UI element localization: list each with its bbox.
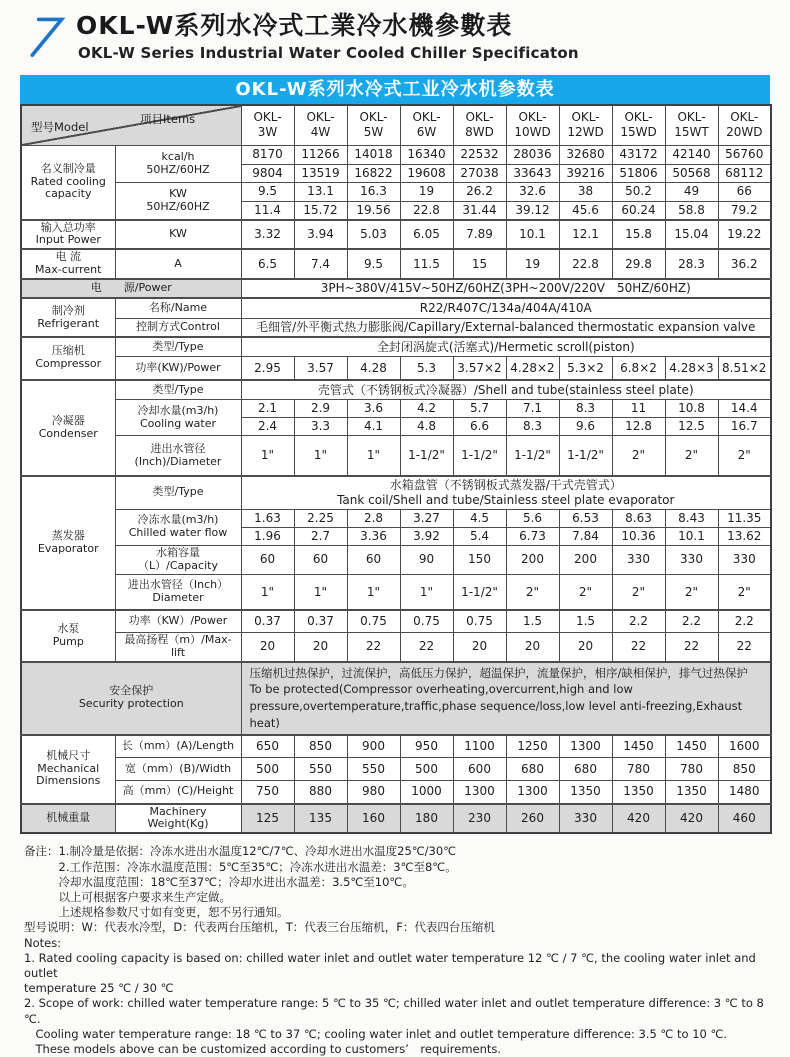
merged-value: 3PH~380V/415V~50HZ/60HZ(3PH~200V/220V 50HZ/60HZ) <box>241 279 771 298</box>
value-cell: 5.03 <box>347 220 400 250</box>
value-cell: 200 <box>559 545 612 574</box>
value-cell: 5.7 <box>453 400 506 418</box>
value-cell: 1-1/2" <box>506 436 559 476</box>
item-label: Machinery Weight(Kg) <box>115 804 241 834</box>
value-cell: 10.36 <box>612 527 665 545</box>
item-label: 宽（mm）(B)/Width <box>115 758 241 781</box>
note-line: 备注：1.制冷量是依据：冷冻水进出水温度12℃/7℃、冷却水进出水温度25℃/30℃ <box>24 844 457 859</box>
value-cell: 680 <box>559 758 612 781</box>
item-label: 类型/Type <box>115 476 241 510</box>
item-label: 进出水管径（Inch） Diameter <box>115 574 241 610</box>
value-cell: 90 <box>400 545 453 574</box>
value-cell: 260 <box>506 804 559 834</box>
arrow-up-right-icon <box>24 11 68 63</box>
page-header <box>24 6 770 63</box>
item-label: 类型/Type <box>115 380 241 400</box>
value-cell: 420 <box>665 804 718 834</box>
value-cell: 3.57 <box>294 357 347 380</box>
value-cell: 500 <box>400 758 453 781</box>
value-cell: 20 <box>294 632 347 661</box>
value-cell: 750 <box>241 781 294 804</box>
value-cell: 2.25 <box>294 509 347 527</box>
value-cell: 68112 <box>718 164 771 182</box>
value-cell: 39.12 <box>506 201 559 220</box>
value-cell: 8170 <box>241 145 294 164</box>
value-cell: 19 <box>506 249 559 279</box>
value-cell: 22532 <box>453 145 506 164</box>
value-cell: 7.89 <box>453 220 506 250</box>
value-cell: 4.2 <box>400 400 453 418</box>
value-cell: 60.24 <box>612 201 665 220</box>
merged-value: 压缩机过热保护，过流保护，高低压力保护，超温保护，流量保护，相序/缺相保护，排气过热保护 To be protected(Compressor overheating,overcurrent,high and low pressure,overtemperature,traffic,phase sequence/loss,low level anti-freezing,Exhaust heat) <box>241 662 771 735</box>
value-cell: 22.8 <box>559 249 612 279</box>
value-cell: 8.43 <box>665 509 718 527</box>
value-cell: 9804 <box>241 164 294 182</box>
value-cell: 330 <box>718 545 771 574</box>
value-cell: 6.6 <box>453 418 506 436</box>
value-cell: 50.2 <box>612 182 665 201</box>
value-cell: 15.72 <box>294 201 347 220</box>
value-cell: 0.75 <box>453 610 506 632</box>
value-cell: 9.6 <box>559 418 612 436</box>
value-cell: 42140 <box>665 145 718 164</box>
value-cell: 19608 <box>400 164 453 182</box>
value-cell: 200 <box>506 545 559 574</box>
merged-value: 壳管式（不锈钢板式冷凝器）/Shell and tube(stainless steel plate) <box>241 380 771 400</box>
value-cell: 2" <box>665 436 718 476</box>
value-cell: 16340 <box>400 145 453 164</box>
value-cell: 60 <box>347 545 400 574</box>
value-cell: 3.3 <box>294 418 347 436</box>
value-cell: 66 <box>718 182 771 201</box>
spec-table-wrap <box>20 75 770 834</box>
item-label: 类型/Type <box>115 337 241 357</box>
value-cell: 180 <box>400 804 453 834</box>
value-cell: 7.4 <box>294 249 347 279</box>
model-header: OKL- 4W <box>294 105 347 145</box>
item-label: 控制方式Control <box>115 318 241 337</box>
value-cell: 16.3 <box>347 182 400 201</box>
value-cell: 1250 <box>506 735 559 758</box>
value-cell: 11.35 <box>718 509 771 527</box>
note-line: 冷却水温度范围：18℃至37℃；冷却水进出水温差：3.5℃至10℃。 <box>24 874 414 889</box>
value-cell: 27038 <box>453 164 506 182</box>
value-cell: 1-1/2" <box>400 436 453 476</box>
value-cell: 20 <box>559 632 612 661</box>
value-cell: 10.1 <box>665 527 718 545</box>
note-line: 1. Rated cooling capacity is based on: chilled water inlet and outlet water temperature 12 ℃ / 7 ℃, the cooling water inlet and outlet <box>24 950 760 981</box>
value-cell: 330 <box>612 545 665 574</box>
value-cell: 19 <box>400 182 453 201</box>
value-cell: 11.4 <box>241 201 294 220</box>
value-cell: 1.5 <box>559 610 612 632</box>
value-cell: 1350 <box>665 781 718 804</box>
value-cell: 20 <box>241 632 294 661</box>
page-title-cn: OKL-W系列水冷式工業冷水機參數表 <box>76 11 513 40</box>
value-cell: 14018 <box>347 145 400 164</box>
value-cell: 2.8 <box>347 509 400 527</box>
value-cell: 550 <box>347 758 400 781</box>
value-cell: 7.1 <box>506 400 559 418</box>
value-cell: 26.2 <box>453 182 506 201</box>
value-cell: 330 <box>559 804 612 834</box>
row-label: 输入总功率 Input Power <box>21 220 115 250</box>
value-cell: 10.1 <box>506 220 559 250</box>
value-cell: 6.05 <box>400 220 453 250</box>
value-cell: 2" <box>718 574 771 610</box>
value-cell: 19.56 <box>347 201 400 220</box>
value-cell: 2" <box>665 574 718 610</box>
value-cell: 32680 <box>559 145 612 164</box>
value-cell: 0.75 <box>400 610 453 632</box>
value-cell: 12.8 <box>612 418 665 436</box>
value-cell: 1300 <box>506 781 559 804</box>
item-label: 高（mm）(C)/Height <box>115 781 241 804</box>
row-label: 电 源/Power <box>21 279 241 298</box>
value-cell: 780 <box>612 758 665 781</box>
value-cell: 6.73 <box>506 527 559 545</box>
value-cell: 10.8 <box>665 400 718 418</box>
merged-value: 水箱盘管（不锈钢板式蒸发器/干式壳管式） Tank coil/Shell and tube/Stainless steel plate evaporator <box>241 476 771 510</box>
value-cell: 11 <box>612 400 665 418</box>
value-cell: 8.51×2 <box>718 357 771 380</box>
value-cell: 2" <box>718 436 771 476</box>
corner-items-label: 项目Items <box>140 112 196 126</box>
value-cell: 56760 <box>718 145 771 164</box>
row-label: 压缩机 Compressor <box>21 337 115 380</box>
row-label: 名义制冷量 Rated cooling capacity <box>21 145 115 220</box>
value-cell: 32.6 <box>506 182 559 201</box>
note-line: These models above can be customized according to customers’ requirements. <box>24 1042 502 1057</box>
value-cell: 3.32 <box>241 220 294 250</box>
value-cell: 1350 <box>559 781 612 804</box>
value-cell: 43172 <box>612 145 665 164</box>
corner-model-label: 型号Model <box>31 120 89 134</box>
value-cell: 28.3 <box>665 249 718 279</box>
value-cell: 1" <box>241 436 294 476</box>
item-label: 长（mm）(A)/Length <box>115 735 241 758</box>
value-cell: 20 <box>453 632 506 661</box>
value-cell: 22 <box>665 632 718 661</box>
value-cell: 36.2 <box>718 249 771 279</box>
value-cell: 6.8×2 <box>612 357 665 380</box>
value-cell: 5.6 <box>506 509 559 527</box>
model-header: OKL- 6W <box>400 105 453 145</box>
value-cell: 38 <box>559 182 612 201</box>
value-cell: 60 <box>294 545 347 574</box>
model-header: OKL- 8WD <box>453 105 506 145</box>
value-cell: 2.2 <box>612 610 665 632</box>
value-cell: 1480 <box>718 781 771 804</box>
value-cell: 6.53 <box>559 509 612 527</box>
value-cell: 125 <box>241 804 294 834</box>
value-cell: 330 <box>665 545 718 574</box>
note-line: 2. Scope of work: chilled water temperature range: 5 ℃ to 35 ℃; chilled water inlet and outlet temperature difference: 3 ℃ to 8 ℃. <box>24 996 768 1026</box>
value-cell: 3.27 <box>400 509 453 527</box>
value-cell: 780 <box>665 758 718 781</box>
value-cell: 12.5 <box>665 418 718 436</box>
model-header: OKL- 12WD <box>559 105 612 145</box>
model-header: OKL- 20WD <box>718 105 771 145</box>
item-label: 进出水管径 (Inch)/Diameter <box>115 436 241 476</box>
value-cell: 22.8 <box>400 201 453 220</box>
value-cell: 51806 <box>612 164 665 182</box>
value-cell: 2.95 <box>241 357 294 380</box>
value-cell: 1" <box>347 574 400 610</box>
item-label: KW <box>115 220 241 250</box>
value-cell: 980 <box>347 781 400 804</box>
value-cell: 550 <box>294 758 347 781</box>
value-cell: 1100 <box>453 735 506 758</box>
title-block <box>76 6 579 62</box>
value-cell: 1300 <box>453 781 506 804</box>
value-cell: 11.5 <box>400 249 453 279</box>
item-label: 名称/Name <box>115 298 241 318</box>
value-cell: 8.3 <box>506 418 559 436</box>
value-cell: 7.84 <box>559 527 612 545</box>
model-header: OKL- 15WT <box>665 105 718 145</box>
value-cell: 5.3×2 <box>559 357 612 380</box>
value-cell: 4.1 <box>347 418 400 436</box>
row-label: 蒸发器 Evaporator <box>21 476 115 610</box>
value-cell: 4.28×2 <box>506 357 559 380</box>
value-cell: 1-1/2" <box>453 574 506 610</box>
value-cell: 600 <box>453 758 506 781</box>
value-cell: 2.2 <box>718 610 771 632</box>
note-line: 上述规格参数尺寸如有变更，恕不另行通知。 <box>24 905 289 920</box>
value-cell: 2.9 <box>294 400 347 418</box>
value-cell: 6.5 <box>241 249 294 279</box>
note-line: 型号说明：W：代表水冷型，D：代表两台压缩机，T：代表三台压缩机，F：代表四台压缩机 <box>24 920 495 935</box>
spec-table <box>20 104 772 834</box>
item-label: KW 50HZ/60HZ <box>115 182 241 220</box>
item-label: kcal/h 50HZ/60HZ <box>115 145 241 182</box>
value-cell: 1000 <box>400 781 453 804</box>
value-cell: 13519 <box>294 164 347 182</box>
notes-en <box>24 936 770 1057</box>
value-cell: 2.2 <box>665 610 718 632</box>
value-cell: 8.3 <box>559 400 612 418</box>
value-cell: 850 <box>294 735 347 758</box>
value-cell: 11266 <box>294 145 347 164</box>
value-cell: 1450 <box>665 735 718 758</box>
value-cell: 2" <box>612 436 665 476</box>
value-cell: 135 <box>294 804 347 834</box>
row-label: 水泵 Pump <box>21 610 115 661</box>
value-cell: 19.22 <box>718 220 771 250</box>
value-cell: 15.04 <box>665 220 718 250</box>
value-cell: 1300 <box>559 735 612 758</box>
value-cell: 9.5 <box>241 182 294 201</box>
value-cell: 22 <box>718 632 771 661</box>
value-cell: 1450 <box>612 735 665 758</box>
value-cell: 31.44 <box>453 201 506 220</box>
value-cell: 50568 <box>665 164 718 182</box>
value-cell: 58.8 <box>665 201 718 220</box>
value-cell: 1" <box>400 574 453 610</box>
note-line: 2.工作范围：冷冻水温度范围：5℃至35℃；冷冻水进出水温差：3℃至8℃。 <box>24 859 457 874</box>
value-cell: 500 <box>241 758 294 781</box>
item-label: A <box>115 249 241 279</box>
corner-cell <box>21 105 241 145</box>
value-cell: 60 <box>241 545 294 574</box>
value-cell: 150 <box>453 545 506 574</box>
value-cell: 1" <box>241 574 294 610</box>
value-cell: 3.57×2 <box>453 357 506 380</box>
value-cell: 0.37 <box>241 610 294 632</box>
item-label: 功率（KW）/Power <box>115 610 241 632</box>
value-cell: 160 <box>347 804 400 834</box>
value-cell: 680 <box>506 758 559 781</box>
row-label: 制冷剂 Refrigerant <box>21 298 115 337</box>
value-cell: 22 <box>612 632 665 661</box>
model-header: OKL- 15WD <box>612 105 665 145</box>
item-label: 最高扬程（m）/Max-lift <box>115 632 241 661</box>
value-cell: 1" <box>347 436 400 476</box>
value-cell: 29.8 <box>612 249 665 279</box>
value-cell: 13.1 <box>294 182 347 201</box>
value-cell: 2.4 <box>241 418 294 436</box>
value-cell: 15.8 <box>612 220 665 250</box>
value-cell: 1.63 <box>241 509 294 527</box>
value-cell: 0.37 <box>294 610 347 632</box>
row-label: 机械重量 <box>21 804 115 834</box>
value-cell: 15 <box>453 249 506 279</box>
value-cell: 1-1/2" <box>559 436 612 476</box>
model-header: OKL- 3W <box>241 105 294 145</box>
value-cell: 1.96 <box>241 527 294 545</box>
table-title-bar: OKL-W系列水冷式工业冷水机参数表 <box>20 75 770 104</box>
value-cell: 3.92 <box>400 527 453 545</box>
value-cell: 4.5 <box>453 509 506 527</box>
value-cell: 33643 <box>506 164 559 182</box>
value-cell: 9.5 <box>347 249 400 279</box>
note-line: temperature 25 ℃ / 30 ℃ <box>24 981 174 996</box>
value-cell: 2" <box>612 574 665 610</box>
value-cell: 2.7 <box>294 527 347 545</box>
value-cell: 900 <box>347 735 400 758</box>
value-cell: 22 <box>400 632 453 661</box>
row-label: 机械尺寸 Mechanical Dimensions <box>21 735 115 804</box>
value-cell: 650 <box>241 735 294 758</box>
value-cell: 1350 <box>612 781 665 804</box>
value-cell: 1-1/2" <box>453 436 506 476</box>
notes-cn <box>24 844 770 935</box>
value-cell: 1600 <box>718 735 771 758</box>
value-cell: 20 <box>506 632 559 661</box>
value-cell: 850 <box>718 758 771 781</box>
value-cell: 3.6 <box>347 400 400 418</box>
value-cell: 8.63 <box>612 509 665 527</box>
row-label: 电 流 Max-current <box>21 249 115 279</box>
value-cell: 79.2 <box>718 201 771 220</box>
value-cell: 16822 <box>347 164 400 182</box>
value-cell: 45.6 <box>559 201 612 220</box>
value-cell: 16.7 <box>718 418 771 436</box>
note-line: 以上可根据客户要求来生产定做。 <box>24 890 231 905</box>
value-cell: 3.36 <box>347 527 400 545</box>
value-cell: 460 <box>718 804 771 834</box>
value-cell: 230 <box>453 804 506 834</box>
item-label: 水箱容量（L）/Capacity <box>115 545 241 574</box>
value-cell: 1" <box>294 436 347 476</box>
model-header: OKL- 5W <box>347 105 400 145</box>
value-cell: 22 <box>347 632 400 661</box>
row-label: 安全保护 Security protection <box>21 662 241 735</box>
note-line: Notes: <box>24 935 62 950</box>
merged-value: 毛细管/外平衡式热力膨胀阀/Capillary/External-balanced thermostatic expansion valve <box>241 318 771 337</box>
value-cell: 13.62 <box>718 527 771 545</box>
value-cell: 49 <box>665 182 718 201</box>
merged-value: R22/R407C/134a/404A/410A <box>241 298 771 318</box>
value-cell: 2.1 <box>241 400 294 418</box>
value-cell: 1" <box>294 574 347 610</box>
value-cell: 880 <box>294 781 347 804</box>
value-cell: 2" <box>506 574 559 610</box>
value-cell: 420 <box>612 804 665 834</box>
value-cell: 12.1 <box>559 220 612 250</box>
item-label: 功率(KW)/Power <box>115 357 241 380</box>
value-cell: 4.8 <box>400 418 453 436</box>
value-cell: 5.4 <box>453 527 506 545</box>
value-cell: 5.3 <box>400 357 453 380</box>
item-label: 冷却水量(m3/h) Cooling water <box>115 400 241 436</box>
item-label: 冷冻水量(m3/h) Chilled water flow <box>115 509 241 545</box>
value-cell: 14.4 <box>718 400 771 418</box>
value-cell: 4.28 <box>347 357 400 380</box>
value-cell: 0.75 <box>347 610 400 632</box>
value-cell: 4.28×3 <box>665 357 718 380</box>
merged-value: 全封闭涡旋式(活塞式)/Hermetic scroll(piston) <box>241 337 771 357</box>
value-cell: 950 <box>400 735 453 758</box>
value-cell: 2" <box>559 574 612 610</box>
notes <box>24 844 770 1057</box>
model-header: OKL- 10WD <box>506 105 559 145</box>
row-label: 冷凝器 Condenser <box>21 380 115 476</box>
value-cell: 3.94 <box>294 220 347 250</box>
value-cell: 28036 <box>506 145 559 164</box>
note-line: Cooling water temperature range: 18 ℃ to 37 ℃; cooling water inlet and outlet temperature difference: 3.5 ℃ to 10 ℃. <box>24 1026 728 1041</box>
page-title-en: OKL-W Series Industrial Water Cooled Chiller Specificaton <box>78 44 579 62</box>
value-cell: 1.5 <box>506 610 559 632</box>
value-cell: 39216 <box>559 164 612 182</box>
